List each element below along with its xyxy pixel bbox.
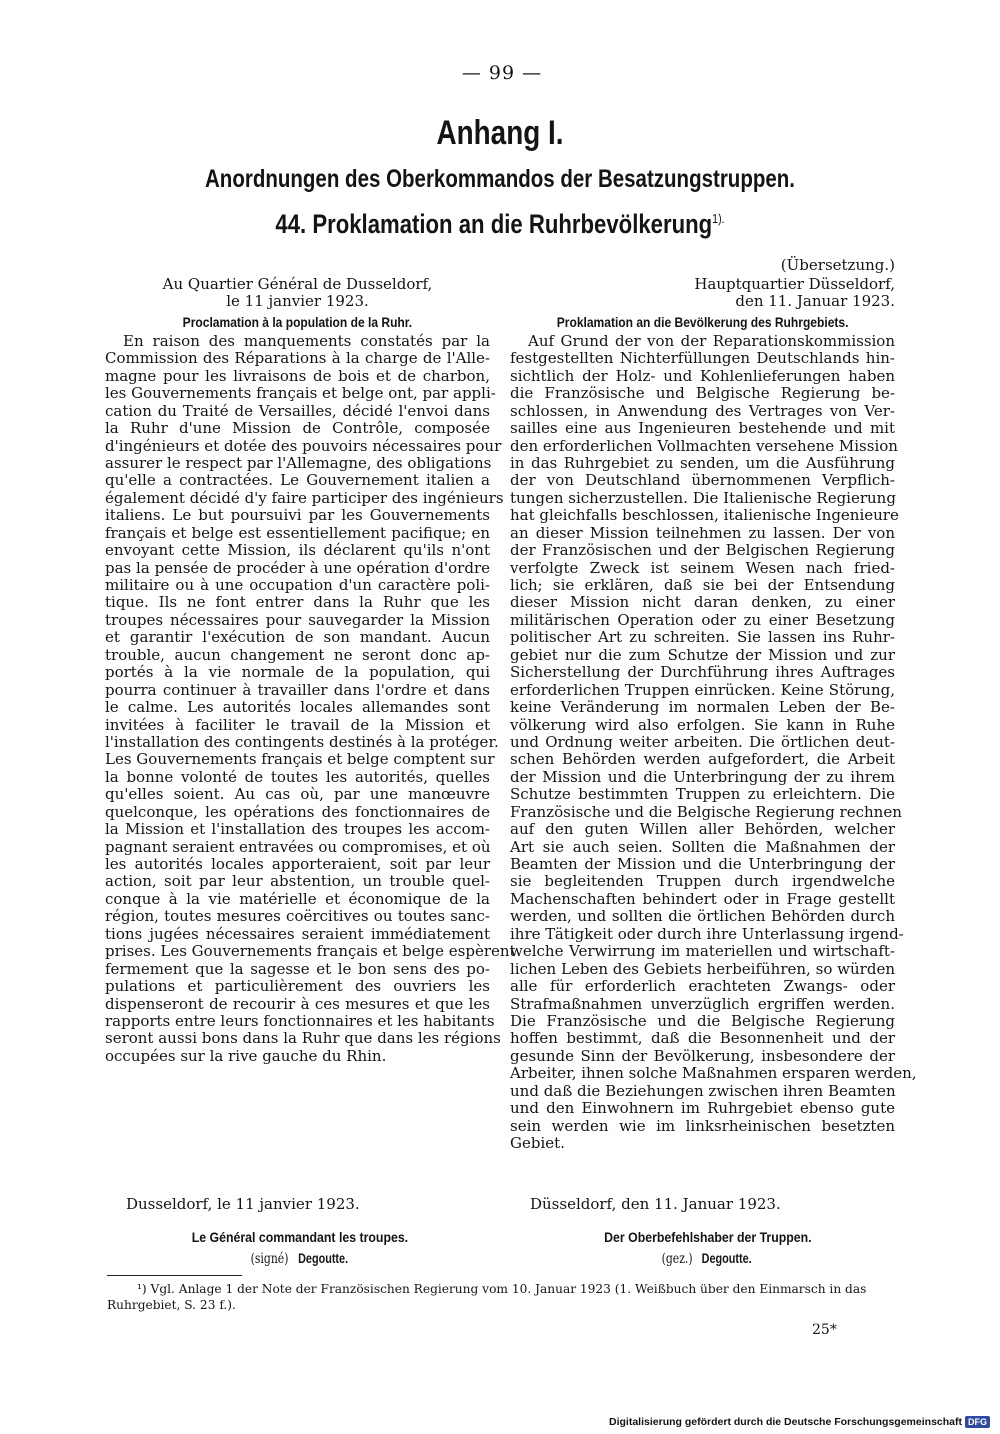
german-text-line: schen Behörden werden aufgefordert, die Arbeit	[510, 750, 895, 769]
section-title	[90, 209, 910, 240]
german-text-line: Gebiet.	[510, 1134, 565, 1152]
german-text-line: in das Ruhrgebiet zu senden, um die Ausführung	[510, 453, 895, 472]
printer-signature-mark: 25*	[812, 1322, 837, 1338]
footnote	[107, 1281, 897, 1313]
french-text-line: également décidé d'y faire participer des ingénieurs	[105, 488, 504, 507]
french-text-line: seront aussi bons dans la Ruhr que dans les régions	[105, 1029, 501, 1048]
german-text-line: völkerung wird also erfolgen. Sie kann in Ruhe	[510, 715, 895, 734]
french-signature: (signé) Degoutte.	[250, 1250, 349, 1267]
french-text-line: rapports entre leurs fonctionnaires et les habitants	[105, 1011, 495, 1030]
french-text-line: En raison des manquements constatés par la	[123, 331, 490, 350]
german-text-line: dieser Mission nicht daran denken, zu einer	[510, 593, 895, 612]
french-text-line: portés à la vie normale de la population, qui	[105, 663, 490, 682]
translation-note: (Übersetzung.)	[780, 256, 895, 274]
french-text-line: prises. Les Gouvernements français et belge espèrent	[105, 942, 516, 961]
german-text-line: und daß die Beziehungen zwischen ihren Beamten	[510, 1081, 896, 1100]
footnote-line-1: ¹) Vgl. Anlage 1 der Note der Französischen Regierung vom 10. Januar 1923 (1. Weißbuch über den Einmarsch in das	[137, 1282, 867, 1296]
german-text-line: der Mission und die Unterbringung der zu ihrem	[510, 767, 895, 786]
german-text-line: erforderlichen Truppen einrücken. Keine Störung,	[510, 680, 895, 699]
french-text-line: d'ingénieurs et dotée des pouvoirs nécessaires pour	[105, 436, 502, 455]
french-text-line: le calme. Les autorités locales allemandes sont	[105, 698, 490, 717]
french-text-line: pagnant seraient entravées ou compromises, et où	[105, 837, 491, 856]
german-heading: Proklamation an die Bevölkerung des Ruhrgebiets.	[556, 313, 849, 330]
german-text-line: Arbeiter, ihnen solche Maßnahmen ersparen werden,	[510, 1064, 917, 1083]
french-text-line: français et belge est essentiellement pacifique; en	[105, 523, 490, 542]
french-text-line: l'installation des contingents destinés à la protéger.	[105, 732, 499, 751]
french-text-line: action, soit par leur abstention, un trouble quel-	[105, 872, 490, 891]
german-column	[510, 254, 917, 1152]
french-closing-date: Dusseldorf, le 11 janvier 1923.	[126, 1195, 360, 1213]
french-text-line: fermement que la sagesse et le bon sens des po-	[105, 959, 490, 978]
german-text-line: hoffen bestimmt, daß die Besonnenheit und der	[510, 1029, 895, 1048]
german-text-line: Auf Grund der von der Reparationskommission	[528, 331, 895, 350]
german-text-line: Französische und die Belgische Regierung rechnen	[510, 802, 902, 821]
german-text-line: Schutze bestimmten Truppen zu erleichtern. Die	[510, 785, 895, 804]
german-text-line: lichen Leben des Gebiets herbeiführen, so würden	[510, 959, 895, 978]
german-text-line: ihre Tätigkeit oder durch ihre Unterlassung irgend-	[510, 924, 904, 943]
footnote-reference: 1).	[712, 211, 725, 226]
german-text-line: festgestellten Nichterfüllungen Deutschlands hin-	[510, 349, 895, 368]
french-text-line: tique. Ils ne font entrer dans la Ruhr que les	[105, 593, 490, 612]
french-text-line: conque à la vie matérielle et économique de la	[105, 889, 490, 908]
french-text-line: la bonne volonté de toutes les autorités, quelles	[105, 767, 490, 786]
french-signature-name: Degoutte.	[298, 1250, 349, 1266]
german-text-line: militärischen Operation oder zu einer Besetzung	[510, 610, 895, 629]
french-text-line: qu'elles soient. Au cas où, par une manœuvre	[105, 785, 490, 804]
french-text-line: assurer le respect par l'Allemagne, des obligations	[105, 453, 492, 472]
french-text-line: les autorités locales apporteraient, soit par leur	[105, 855, 490, 873]
french-text-line: la Ruhr d'une Mission de Contrôle, composée	[105, 419, 490, 438]
funding-note	[609, 1416, 990, 1428]
german-closing-date: Düsseldorf, den 11. Januar 1923.	[530, 1195, 781, 1213]
german-text-line: an dieser Mission teilnehmen zu lassen. Der von	[510, 523, 895, 542]
german-text-line: sein werden wie im linksrheinischen besetzten	[510, 1116, 895, 1135]
french-text-line: pas la pensée de procéder à une opération d'ordre	[105, 558, 490, 577]
german-text-line: Sicherstellung der Durchführung ihres Auftrages	[510, 663, 895, 682]
german-text-line: und Ordnung weiter arbeiten. Die örtlichen deut-	[510, 732, 895, 751]
german-text-line: Strafmaßnahmen unverzüglich ergriffen werden.	[510, 994, 895, 1013]
french-place: Au Quartier Général de Dusseldorf,	[162, 275, 433, 293]
french-text-line: les Gouvernements français et belge ont, par appli-	[105, 384, 496, 403]
german-text-line: politischer Art zu schreiten. Sie lassen ins Ruhr-	[510, 628, 895, 647]
french-text-line: quelconque, les opérations des fonctionnaires de	[105, 802, 490, 821]
german-text-line: alle für erforderlich erachteten Zwangs- oder	[510, 977, 895, 996]
german-body	[510, 331, 917, 1153]
french-text-line: occupées sur la rive gauche du Rhin.	[105, 1046, 387, 1065]
french-text-line: région, toutes mesures coërcitives ou toutes sanc-	[105, 907, 490, 926]
french-text-line: italiens. Le but poursuivi par les Gouvernements	[105, 506, 490, 525]
french-text-line: militaire ou à une occupation d'un caractère poli-	[105, 576, 490, 594]
german-text-line: werden, und sollten die örtlichen Behörden durch	[510, 907, 895, 926]
german-text-line: Die Französische und die Belgische Regierung	[510, 1011, 895, 1030]
german-text-line: welche Verwirrung im materiellen und wirtschaft-	[510, 942, 895, 961]
appendix-heading: Anhang I.	[436, 114, 564, 152]
german-text-line: verfolgte Zweck ist seinem Wesen nach fried-	[510, 558, 895, 577]
german-text-line: keine Veränderung im normalen Leben der Be-	[510, 698, 895, 717]
french-text-line: pulations et particulièrement des ouvriers les	[105, 977, 490, 996]
german-text-line: gebiet nur die zum Schutze der Mission und zur	[510, 645, 895, 664]
german-text-line: sailles eine aus Ingenieuren bestehende und mit	[510, 419, 895, 438]
german-text-line: und den Einwohnern im Ruhrgebiet ebenso gute	[510, 1099, 895, 1118]
french-heading: Proclamation à la population de la Ruhr.	[182, 313, 413, 330]
french-text-line: trouble, aucun changement ne seront donc ap-	[105, 645, 490, 664]
funding-note-text: Digitalisierung gefördert durch die Deutsche Forschungsgemeinschaft	[609, 1416, 962, 1428]
german-signature-title: Der Oberbefehlshaber der Truppen.	[603, 1229, 812, 1245]
german-text-line: lich; sie erklären, daß sie bei der Entsendung	[510, 576, 895, 594]
french-text-line: pourra continuer à travailler dans l'ordre et dans	[105, 680, 490, 699]
french-text-line: envoyant cette Mission, ils déclarent qu'ils n'ont	[105, 541, 490, 560]
section-title-text: 44. Proklamation an die Ruhrbevölkerung	[275, 209, 713, 239]
dfg-logo-icon: DFG	[965, 1416, 990, 1428]
german-text-line: gesunde Sinn der Bevölkerung, insbesondere der	[510, 1046, 895, 1065]
page-number: — 99 —	[461, 62, 543, 84]
french-text-line: tions jugées nécessaires seraient immédiatement	[105, 924, 490, 943]
german-signature-name: Degoutte.	[701, 1250, 752, 1266]
french-column	[105, 254, 516, 1065]
german-text-line: Machenschaften behindert oder in Frage gestellt	[510, 889, 895, 908]
german-place: Hauptquartier Düsseldorf,	[694, 275, 895, 293]
german-text-line: hat gleichfalls beschlossen, italienische Ingenieure	[510, 506, 899, 525]
german-text-line: tungen sicherzustellen. Die Italienische Regierung	[510, 488, 896, 507]
footnote-divider	[107, 1275, 242, 1276]
french-text-line: magne pour les livraisons de bois et de charbon,	[105, 366, 490, 385]
german-text-line: den erforderlichen Vollmachten versehene Mission	[510, 436, 898, 455]
german-text-line: auf den guten Willen aller Behörden, welcher	[510, 820, 895, 839]
french-text-line: qu'elle a contractées. Le Gouvernement italien a	[105, 471, 490, 490]
german-text-line: der von Deutschland übernommenen Verpflich-	[510, 471, 895, 490]
german-signature: (gez.) Degoutte.	[661, 1250, 752, 1267]
french-text-line: invitées à faciliter le travail de la Mission et	[105, 715, 490, 734]
french-text-line: troupes nécessaires pour sauvegarder la Mission	[105, 610, 490, 629]
french-text-line: Les Gouvernements français et belge comptent sur	[105, 750, 495, 769]
french-body	[105, 331, 516, 1065]
german-date: den 11. Januar 1923.	[735, 292, 895, 311]
french-text-line: dispenseront de recourir à ces mesures et que les	[105, 994, 490, 1013]
french-text-line: Commission des Réparations à la charge de l'Alle-	[105, 349, 490, 368]
french-signature-title: Le Général commandant les troupes.	[191, 1229, 409, 1245]
german-text-line: die Französische und Belgische Regierung be-	[510, 384, 895, 403]
german-text-line: Art sie auch seien. Sollten die Maßnahmen der	[510, 837, 895, 856]
french-date: le 11 janvier 1923.	[226, 292, 369, 311]
french-text-line: la Mission et l'installation des troupes les accom-	[105, 820, 490, 839]
french-text-line: et garantir l'exécution de son mandant. Aucun	[105, 628, 490, 647]
german-text-line: schlossen, in Anwendung des Vertrages von Ver-	[510, 401, 895, 420]
german-text-line: der Französischen und der Belgischen Regierung	[510, 541, 895, 560]
german-text-line: sie begleitenden Truppen durch irgendwelche	[510, 872, 895, 891]
french-text-line: cation du Traité de Versailles, décidé l'envoi dans	[105, 401, 490, 420]
footnote-line-2: Ruhrgebiet, S. 23 f.).	[107, 1298, 236, 1312]
german-text-line: sichtlich der Holz- und Kohlenlieferungen haben	[510, 366, 895, 385]
appendix-subtitle: Anordnungen des Oberkommandos der Besatzungstruppen.	[204, 165, 796, 193]
german-text-line: Beamten der Mission und die Unterbringung der	[510, 855, 895, 873]
